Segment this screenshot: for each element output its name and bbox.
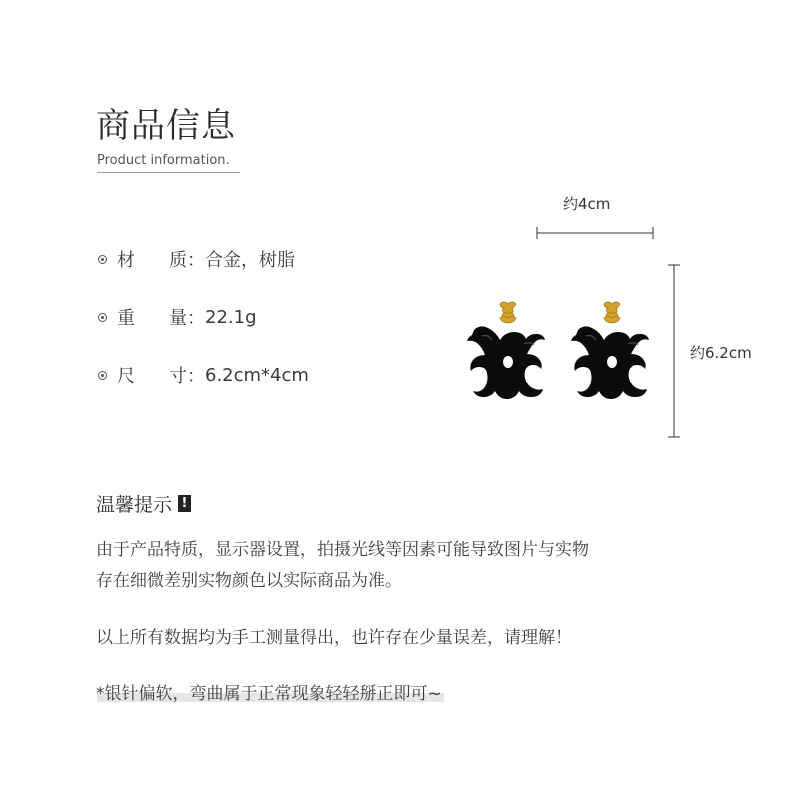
bullet-icon — [98, 313, 107, 322]
spec-label-a: 重 — [117, 308, 135, 329]
width-dimension-label: 约4cm — [563, 195, 611, 213]
tips-title — [96, 490, 191, 517]
spec-value: 22.1g — [205, 306, 257, 328]
spec-size — [98, 363, 309, 387]
spec-label-b: 量 — [169, 308, 187, 329]
spec-value: 6.2cm*4cm — [205, 364, 309, 386]
width-dimension-line — [530, 224, 660, 242]
spec-label-b: 寸 — [169, 366, 187, 387]
bullet-icon — [98, 371, 107, 380]
spec-weight — [98, 305, 257, 329]
tips-paragraph-1-line-1: 由于产品特质，显示器设置，拍摄光线等因素可能导致图片与实物 — [96, 540, 589, 560]
spec-sep: ： — [187, 366, 205, 387]
page-title: 商品信息 — [96, 106, 236, 146]
height-dimension-label: 约6.2cm — [690, 344, 752, 362]
earring-left — [467, 302, 545, 399]
spec-sep: ： — [187, 250, 205, 271]
warning-icon: ! — [178, 495, 191, 512]
tips-paragraph-2: 以上所有数据均为手工测量得出，也许存在少量误差，请理解！ — [96, 628, 572, 648]
spec-label-a: 材 — [117, 250, 135, 271]
spec-label-a: 尺 — [117, 366, 135, 387]
earring-right — [571, 302, 649, 399]
subtitle-underline — [97, 172, 240, 173]
bullet-icon — [98, 255, 107, 264]
earrings-image — [460, 290, 665, 410]
spec-value: 合金，树脂 — [205, 250, 295, 271]
tips-paragraph-1-line-2: 存在细微差别实物颜色以实际商品为准。 — [96, 571, 402, 591]
tips-note: *银针偏软，弯曲属于正常现象轻轻掰正即可~ — [96, 684, 442, 704]
spec-material — [98, 247, 295, 271]
page-subtitle: Product information. — [97, 153, 230, 168]
spec-sep: ： — [187, 308, 205, 329]
spec-label-b: 质 — [169, 250, 187, 271]
tips-title-text: 温馨提示 — [96, 494, 173, 516]
height-dimension-line — [664, 262, 684, 440]
